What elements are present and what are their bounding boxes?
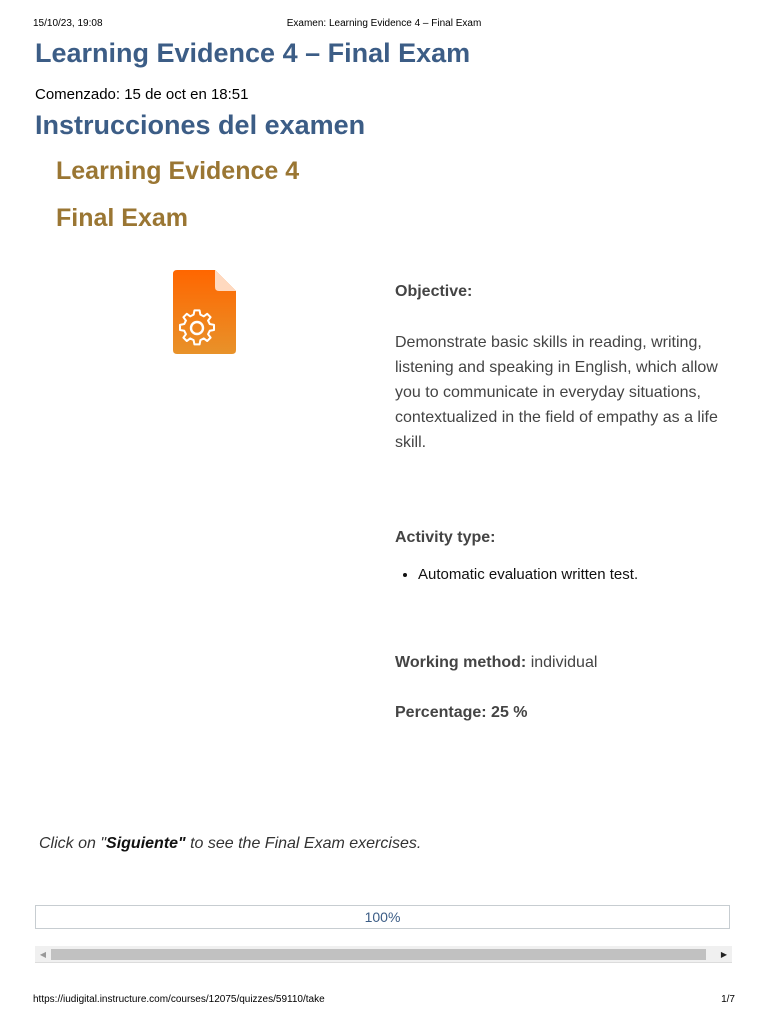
activity-type-list (395, 566, 638, 583)
print-date: 15/10/23, 19:08 (33, 18, 103, 29)
progress-bar (35, 905, 730, 929)
final-exam-heading: Final Exam (56, 204, 188, 232)
activity-type-label: Activity type: (395, 529, 496, 546)
quiz-title: Learning Evidence 4 – Final Exam (35, 38, 471, 68)
scroll-thumb[interactable] (51, 949, 706, 960)
scroll-left-arrow-icon[interactable]: ◀ (39, 950, 47, 959)
working-method-value: individual (526, 654, 598, 671)
document-gear-icon (173, 270, 236, 354)
started-timestamp: Comenzado: 15 de oct en 18:51 (35, 86, 249, 103)
working-method (395, 654, 597, 672)
working-method-label: Working method: (395, 654, 527, 671)
note-prefix: Click on " (39, 835, 107, 852)
print-footer (33, 994, 735, 1008)
print-header (33, 18, 735, 32)
instructions-heading: Instrucciones del examen (35, 110, 366, 140)
siguiente-emphasis: Siguiente" (106, 835, 186, 852)
note-suffix: to see the Final Exam exercises. (185, 835, 422, 852)
progress-label: 100% (364, 909, 401, 925)
print-url: https://iudigital.instructure.com/courses/12075/quizzes/59110/take (33, 994, 325, 1005)
next-instruction (39, 835, 421, 853)
objective-text: Demonstrate basic skills in reading, writing, listening and speaking in English, which allow you to communicate in everyday situations, contextualized in the field of empathy as a life skill. (395, 334, 718, 451)
objective-label: Objective: (395, 283, 473, 300)
evidence-heading: Learning Evidence 4 (56, 157, 300, 185)
horizontal-scrollbar[interactable] (35, 946, 732, 963)
percentage: Percentage: 25 % (395, 704, 528, 721)
print-title: Examen: Learning Evidence 4 – Final Exam (286, 18, 482, 29)
print-page-number: 1/7 (721, 994, 735, 1005)
activity-type-item: • Automatic evaluation written test. (418, 566, 638, 583)
scroll-right-arrow-icon[interactable]: ▶ (720, 950, 728, 959)
